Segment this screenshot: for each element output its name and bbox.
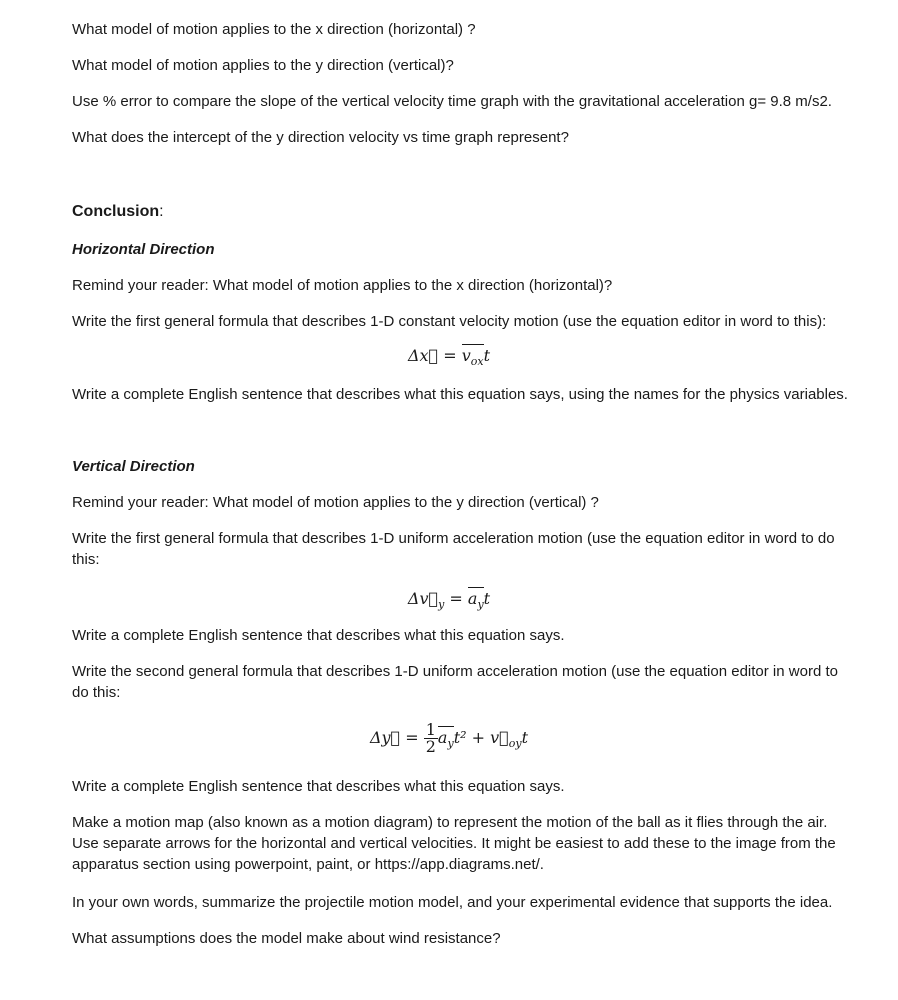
- horizontal-formula-prompt: Write the first general formula that describes 1-D constant velocity motion (use the equation editor in word to this):: [72, 313, 827, 330]
- eq3-denominator: 2: [425, 737, 436, 756]
- vertical-direction-heading: Vertical Direction: [72, 458, 195, 475]
- eq3-a-sub: y: [447, 737, 454, 751]
- conclusion-colon: :: [159, 203, 164, 220]
- conclusion-heading: [72, 201, 852, 222]
- conclusion-title: Conclusion: [72, 203, 160, 220]
- eq3-t-squared: t²: [453, 728, 467, 747]
- eq3-numerator: 1: [425, 720, 436, 739]
- eq3-v-sub: oy: [508, 737, 522, 751]
- horizontal-remind: Remind your reader: What model of motion applies to the x direction (horizontal)?: [72, 277, 613, 294]
- eq3-t: t: [521, 728, 529, 747]
- question-y-model: What model of motion applies to the y direction (vertical)?: [72, 57, 454, 74]
- eq2-acceleration-vector: [468, 588, 484, 615]
- vertical-sentence1-prompt: Write a complete English sentence that describes what this equation says.: [72, 627, 565, 644]
- eq3-equals: =: [405, 728, 419, 747]
- summarize-prompt: In your own words, summarize the projectile motion model, and your experimental evidence that supports the idea.: [72, 894, 833, 911]
- vertical-formula1-prompt: Write the first general formula that describes 1-D uniform acceleration motion (use the equation editor in word to do this:: [72, 530, 835, 568]
- eq1-t: t: [483, 346, 491, 365]
- eq1-velocity-vector: [462, 345, 484, 372]
- eq2-lhs-sub: y: [438, 598, 445, 612]
- eq2-a-sub: y: [477, 598, 484, 612]
- eq1-v: v: [461, 346, 471, 365]
- eq2-a: a: [467, 589, 478, 608]
- vertical-sentence2-prompt: Write a complete English sentence that describes what this equation says.: [72, 778, 565, 795]
- eq3-v: v⃗: [490, 728, 509, 747]
- horizontal-direction-heading: Horizontal Direction: [72, 241, 215, 258]
- question-x-model: What model of motion applies to the x direction (horizontal) ?: [72, 21, 476, 38]
- eq1-equals: =: [443, 346, 457, 365]
- question-intercept: What does the intercept of the y direction velocity vs time graph represent?: [72, 129, 569, 146]
- eq3-acceleration-vector: [438, 727, 454, 754]
- equation-velocity-y: [0, 588, 898, 615]
- assumptions-prompt: What assumptions does the model make about wind resistance?: [72, 930, 501, 947]
- eq2-equals: =: [449, 589, 463, 608]
- eq3-fraction: [424, 722, 438, 755]
- equation-displacement-x: [0, 345, 898, 372]
- vertical-remind: Remind your reader: What model of motion applies to the y direction (vertical) ?: [72, 494, 599, 511]
- eq1-lhs: Δx⃗: [407, 346, 439, 365]
- motion-map-instructions: Make a motion map (also known as a motion diagram) to represent the motion of the ball as it flies through the air. Use separate arrows for the horizontal and vertical velocities. It might be easiest to add these to the image from the apparatus section using powerpoint, paint, or https://app.diagrams.net/.: [72, 814, 836, 873]
- eq1-v-sub: ox: [470, 355, 484, 369]
- question-percent-error: Use % error to compare the slope of the vertical velocity time graph with the gravitational acceleration g= 9.8 m/s2.: [72, 93, 832, 110]
- eq2-lhs: Δv⃗: [407, 589, 439, 608]
- horizontal-sentence-prompt: Write a complete English sentence that describes what this equation says, using the names for the physics variables.: [72, 386, 848, 403]
- eq3-a: a: [437, 728, 448, 747]
- eq3-lhs: Δy⃗: [369, 728, 401, 747]
- vertical-formula2-prompt: Write the second general formula that describes 1-D uniform acceleration motion (use the equation editor in word to do this:: [72, 663, 838, 701]
- eq2-t: t: [483, 589, 491, 608]
- equation-displacement-y: [0, 722, 898, 755]
- eq3-plus: +: [471, 728, 486, 747]
